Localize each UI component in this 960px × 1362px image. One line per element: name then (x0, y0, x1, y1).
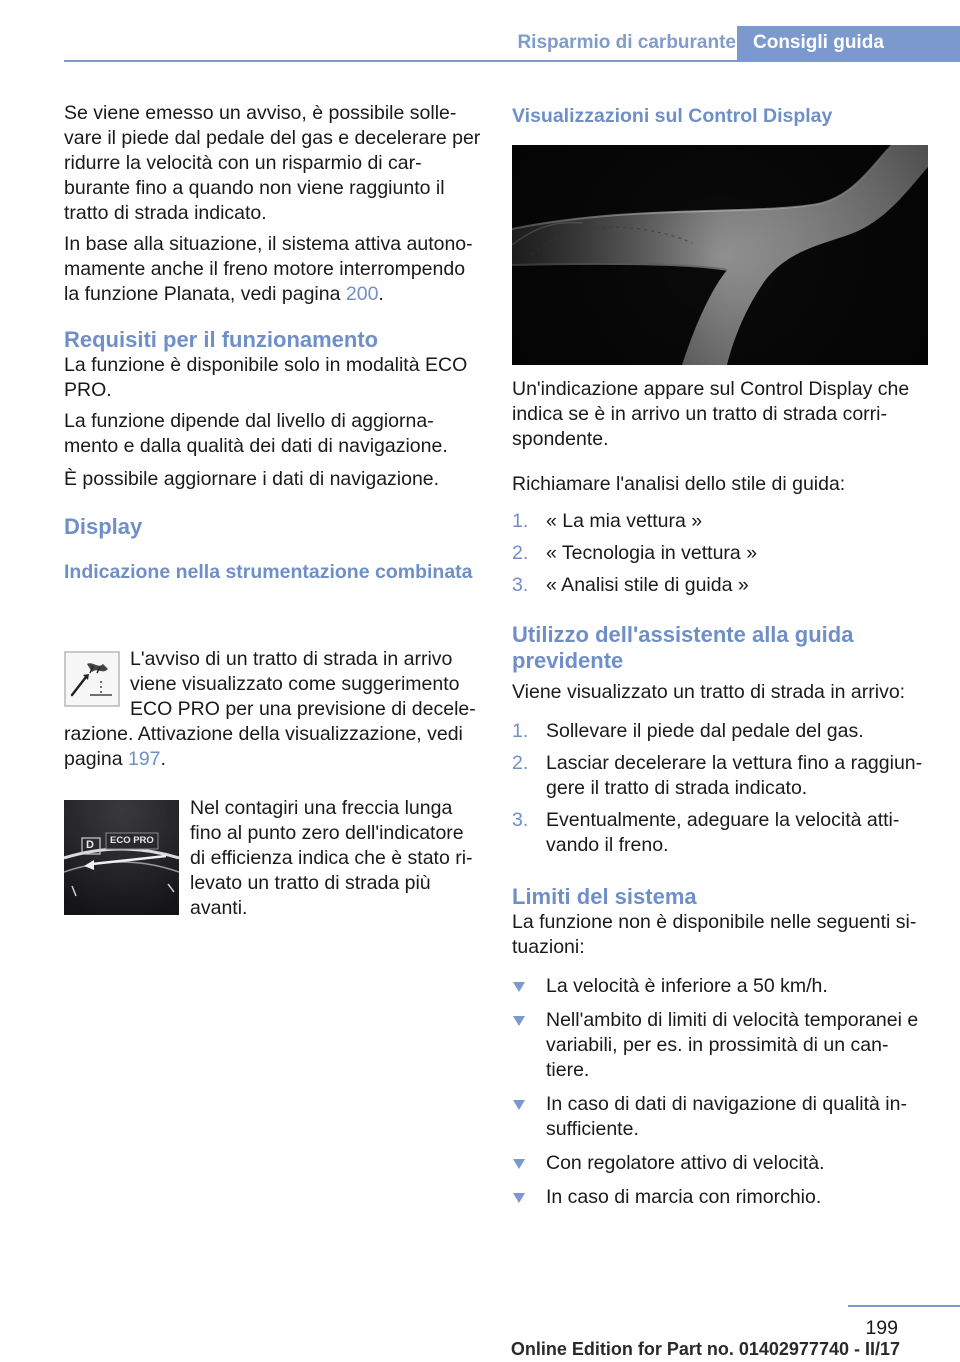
limit-text: In caso di marcia con rimorchio. (546, 1186, 822, 1208)
usage-steps-list (512, 719, 928, 858)
step-number: 3. (512, 574, 529, 596)
step-text: « Tecnologia in vettura » (546, 542, 758, 564)
list-item (512, 974, 928, 999)
page-link-197[interactable]: 197 (127, 748, 161, 770)
list-item (512, 1185, 928, 1210)
cluster-eco-pro-label: ECO PRO (110, 835, 154, 846)
step-text: « La mia vettura » (546, 510, 703, 532)
edition-footer: Online Edition for Part no. 01402977740 - II/17 (510, 1339, 900, 1359)
step-text: « Analisi stile di guida » (546, 574, 749, 596)
left-column (64, 101, 482, 585)
triangle-bullet-icon (512, 974, 525, 999)
cluster-efficiency-image (64, 800, 179, 915)
menu-path-list (512, 509, 928, 598)
list-item (512, 1008, 928, 1083)
limit-text: In caso di dati di navigazione di qualità in‐sufficiente. (546, 1093, 907, 1140)
requirements-paragraph-2: La funzione dipende dal livello di aggiorna‐mento e dalla qualità dei dati di navigazione. (64, 410, 448, 457)
step-number: 1. (512, 720, 529, 742)
step-number: 2. (512, 752, 529, 774)
cluster-indication-heading: Indicazione nella strumentazione combinata (64, 561, 473, 583)
header-section-title: Risparmio di carburante (517, 32, 736, 53)
requirements-paragraph-1: La funzione è disponibile solo in modalità ECO PRO. (64, 354, 468, 401)
intro-paragraph-2 (64, 232, 482, 307)
limit-text: Nell'ambito di limiti di velocità temporanei e variabili, per es. in prossimità di un can‐tiere. (546, 1009, 919, 1081)
step-text: Lasciar decelerare la vettura fino a raggiun‐gere il tratto di strada indicato. (546, 752, 923, 799)
right-column (512, 377, 928, 1210)
limit-text: Con regolatore attivo di velocità. (546, 1152, 825, 1174)
list-item (512, 751, 928, 801)
system-limits-heading: Limiti del sistema (512, 884, 697, 909)
list-item (512, 808, 928, 858)
step-text: Eventualmente, adeguare la velocità atti‐vando il freno. (546, 809, 900, 856)
icon-description-text: L'avviso di un tratto di strada in arrivo viene visualizzato come suggerimento ECO PRO per una previsione di decele‐razione. Attivazione della visualizzazione, vedi pagina (64, 648, 476, 770)
list-item (512, 541, 928, 566)
intro-paragraph-2-end: . (378, 283, 384, 305)
triangle-bullet-icon (512, 1151, 525, 1176)
page-number: 199 (865, 1317, 898, 1339)
triangle-bullet-icon (512, 1185, 525, 1210)
icon-description (64, 647, 482, 772)
intro-paragraph-2-text: In base alla situazione, il sistema attiva autono‐mamente anche il freno motore interrompendo la funzione Planata, vedi pagina (64, 233, 473, 305)
page-link-200[interactable]: 200 (345, 283, 379, 305)
requirements-paragraph-3: È possibile aggiornare i dati di navigazione. (64, 468, 440, 490)
cluster-description: Nel contagiri una freccia lunga fino al punto zero dell'indicatore di efficienza indica che è stato ri‐levato un tratto di strada più avanti. (190, 797, 473, 919)
list-item (512, 573, 928, 598)
assistant-usage-text: Viene visualizzato un tratto di strada in arrivo: (512, 681, 906, 703)
list-item (512, 1151, 928, 1176)
list-item (512, 509, 928, 534)
control-display-description: Un'indicazione appare sul Control Display che indica se è in arrivo un tratto di strada corri‐spondente. (512, 378, 910, 450)
icon-description-end: . (160, 748, 166, 770)
step-number: 3. (512, 809, 529, 831)
requirements-heading: Requisiti per il funzionamento (64, 327, 379, 352)
assistant-usage-heading: Utilizzo dell'assistente alla guida previdente (512, 622, 854, 673)
system-limits-list (512, 974, 928, 1210)
header-chapter-tab: Consigli guida (737, 26, 960, 60)
step-number: 2. (512, 542, 529, 564)
call-analysis-text: Richiamare l'analisi dello stile di guida: (512, 473, 846, 495)
display-heading: Display (64, 514, 143, 539)
step-number: 1. (512, 510, 529, 532)
list-item (512, 1092, 928, 1142)
header-rule (64, 60, 960, 62)
triangle-bullet-icon (512, 1008, 525, 1033)
step-text: Sollevare il piede dal pedale del gas. (546, 720, 864, 742)
cluster-gear-label: D (86, 839, 94, 851)
triangle-bullet-icon (512, 1092, 525, 1117)
control-display-heading: Visualizzazioni sul Control Display (512, 105, 833, 127)
limit-text: La velocità è inferiore a 50 km/h. (546, 975, 828, 997)
system-limits-text: La funzione non è disponibile nelle seguenti si‐tuazioni: (512, 911, 917, 958)
intro-paragraph-1: Se viene emesso un avviso, è possibile solle‐vare il piede dal pedale del gas e decelerare per ridurre la velocità con un risparmio di car‐burante fino a quando non viene raggiunto il tratto di strada indicato. (64, 102, 481, 224)
page-number-rule (848, 1305, 960, 1307)
control-display-image (512, 145, 928, 365)
list-item (512, 719, 928, 744)
